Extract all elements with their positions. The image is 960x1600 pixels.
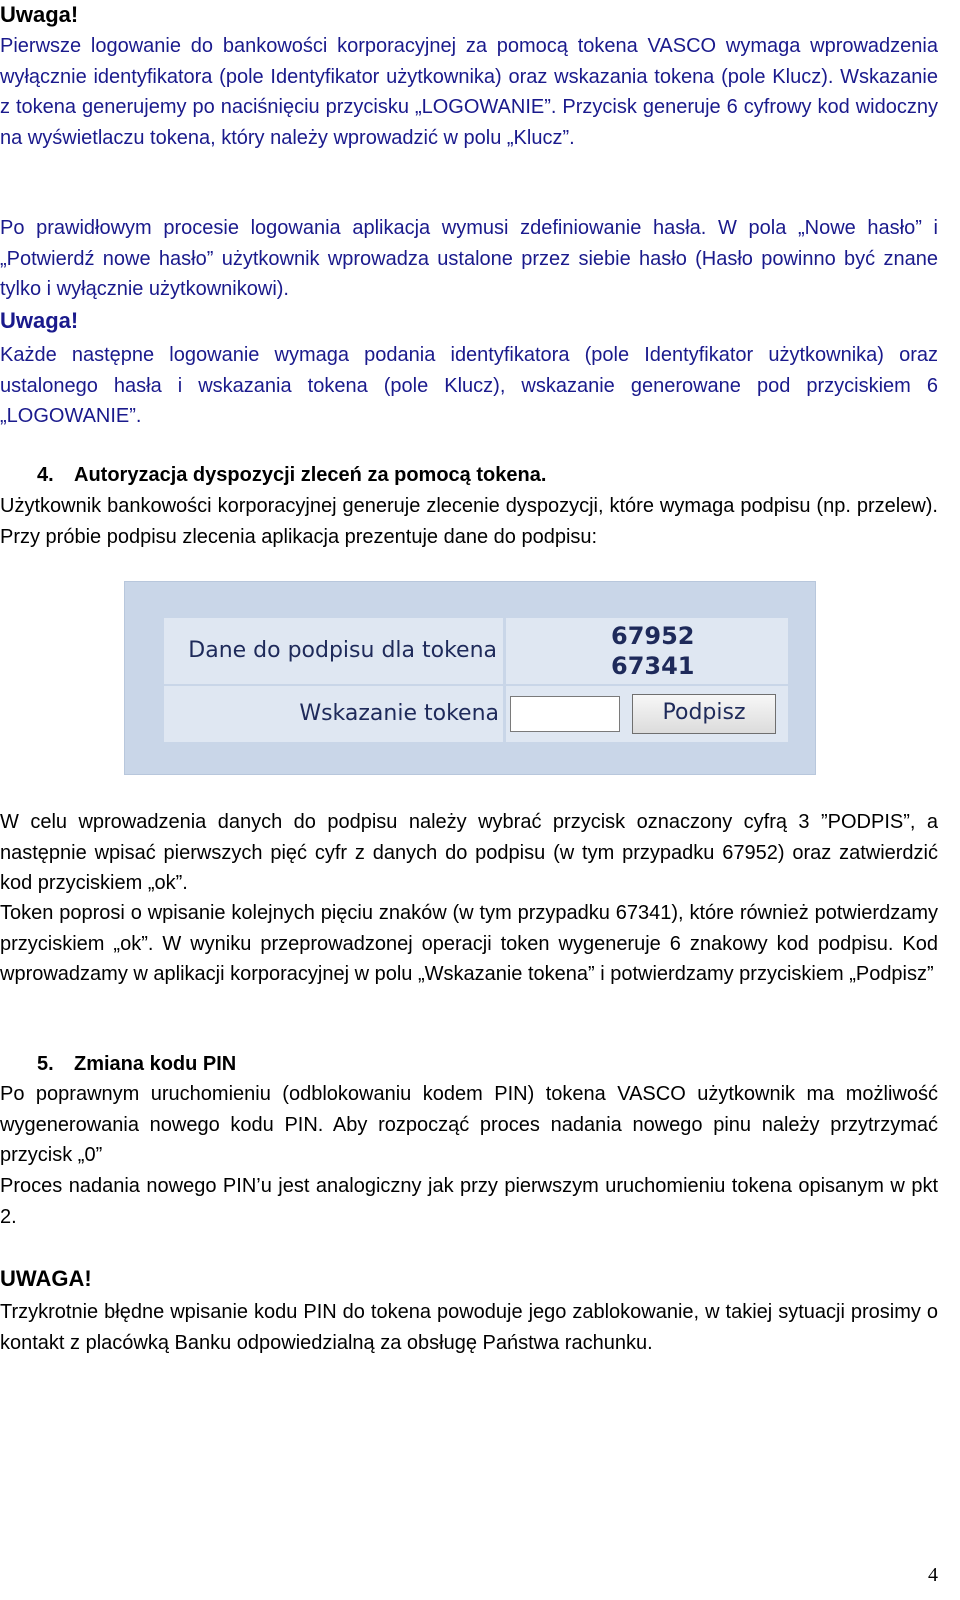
password-definition-paragraph: Po prawidłowym procesie logowania aplikacja wymusi zdefiniowanie hasła. W pola „Nowe hasło” i „Potwierdź nowe hasło” użytkownik wprowadza ustalone przez siebie hasło (Hasło powinno być znane tylko i wyłącznie użytkownikowi). (0, 217, 938, 300)
warning-heading-3: UWAGA! (0, 1266, 92, 1291)
warning-heading-2: Uwaga! (0, 308, 79, 333)
section-4-title: Autoryzacja dyspozycji zleceń za pomocą tokena. (74, 464, 547, 486)
signature-data-values (506, 618, 788, 684)
section-4-paragraph: Użytkownik bankowości korporacyjnej generuje zlecenie dyspozycji, które wymaga podpisu (np. przelew). Przy próbie podpisu zlecenia aplikacja prezentuje dane do podpisu: (0, 495, 938, 548)
token-response-actions (506, 686, 788, 742)
first-login-paragraph: Pierwsze logowanie do bankowości korporacyjnej za pomocą tokena VASCO wymaga wprowadzenia wyłącznie identyfikatora (pole Identyfikator użytkownika) oraz wskazania tokena (pole Klucz). Wskazanie z tokena generujemy po naciśnięciu przycisku „LOGOWANIE”. Przycisk generuje 6 cyfrowy kod widoczny na wyświetlaczu tokena, który należy wprowadzić w polu „Klucz”. (0, 35, 938, 149)
signing-instructions-paragraph: W celu wprowadzenia danych do podpisu należy wybrać przycisk oznaczony cyfrą 3 ”PODPIS”, a następnie wpisać pierwszych pięć cyfr z danych do podpisu (w tym przypadku 67952) oraz zatwierdzić kod przyciskiem „ok”. (0, 811, 938, 894)
section-5-number: 5. (37, 1053, 54, 1075)
token-code-paragraph: Token poprosi o wpisanie kolejnych pięciu znaków (w tym przypadku 67341), które również potwierdzamy przyciskiem „ok”. W wyniku przeprowadzonej operacji token wygeneruje 6 znakowy kod podpisu. Kod wprowadzamy w aplikacji korporacyjnej w polu „Wskazanie tokena” i potwierdzamy przyciskiem „Podpisz” (0, 902, 938, 985)
next-login-paragraph: Każde następne logowanie wymaga podania identyfikatora (pole Identyfikator użytkownika) oraz ustalonego hasła i wskazania tokena (pole Klucz), wskazanie generowane pod przyciskiem 6 „LOGOWANIE”. (0, 344, 938, 427)
section-4-number: 4. (37, 464, 54, 486)
pin-block-warning-paragraph: Trzykrotnie błędne wpisanie kodu PIN do tokena powoduje jego zablokowanie, w takiej sytuacji prosimy o kontakt z placówką Banku odpowiedzialną za obsługę Państwa rachunku. (0, 1301, 938, 1354)
signature-code-1: 67952 (611, 622, 695, 650)
section-4-heading (0, 460, 938, 491)
warning-heading-1: Uwaga! (0, 2, 79, 27)
section-5-title: Zmiana kodu PIN (74, 1053, 237, 1075)
sign-button[interactable]: Podpisz (632, 694, 776, 734)
pin-change-paragraph: Po poprawnym uruchomieniu (odblokowaniu kodem PIN) tokena VASCO użytkownik ma możliwość wygenerowania nowego kodu PIN. Aby rozpocząć proces nadania nowego pinu należy przytrzymać przycisk „0” (0, 1083, 938, 1166)
signature-data-label: Dane do podpisu dla tokena (164, 618, 503, 684)
section-5-heading (0, 1049, 938, 1080)
signature-data-panel (124, 581, 816, 775)
token-response-label: Wskazanie tokena (164, 686, 503, 742)
page-number: 4 (928, 1564, 938, 1586)
signature-code-2: 67341 (611, 652, 695, 680)
pin-process-paragraph: Proces nadania nowego PIN’u jest analogiczny jak przy pierwszym uruchomieniu tokena opisanym w pkt 2. (0, 1175, 938, 1228)
token-response-input[interactable] (510, 696, 620, 732)
